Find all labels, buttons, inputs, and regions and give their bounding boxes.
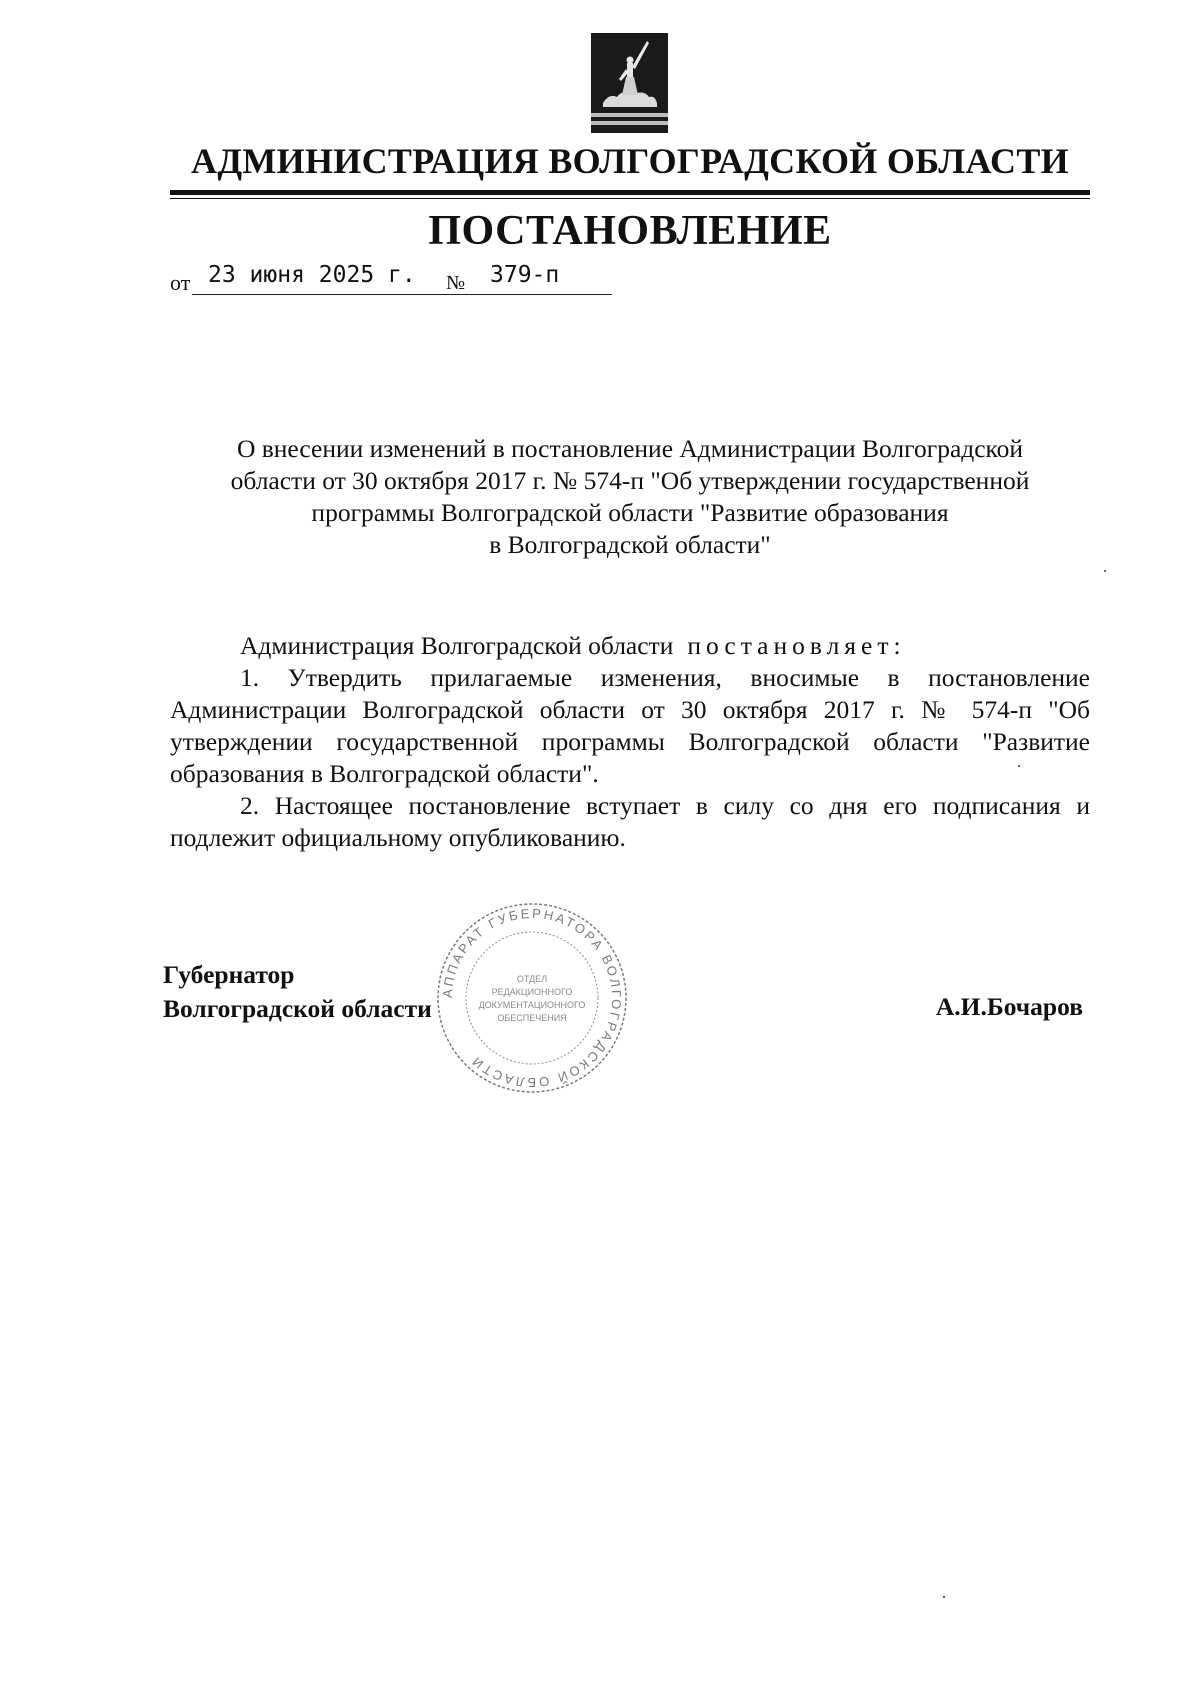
stamp-inner-line-3: ДОКУМЕНТАЦИОННОГО: [478, 1000, 586, 1010]
date-prefix: от: [170, 270, 191, 295]
number-sign: №: [446, 272, 466, 294]
date-value: 23 июня 2025 г.: [208, 262, 416, 288]
body-paragraph-2: 2. Настоящее постановление вступает в силу со дня его подписания и подлежит официальному опубликованию.: [170, 791, 1090, 852]
resolves-line: [170, 630, 1090, 662]
stamp-inner-line-2: РЕДАКЦИОННОГО: [491, 987, 573, 997]
subject-line: О внесении изменений в постановление Администрации Волгоградской: [236, 434, 1024, 463]
subject-line: в Волгоградской области": [489, 530, 771, 559]
document-type-title: ПОСТАНОВЛЕНИЕ: [428, 208, 832, 254]
stamp-outer-text: АППАРАТ ГУБЕРНАТОРА ВОЛГОГРАДСКОЙ ОБЛАСТИ: [439, 905, 625, 1091]
official-stamp: [432, 898, 632, 1098]
resolves-word: постановляет:: [687, 631, 906, 660]
resolves-intro: Администрация Волгоградской области: [240, 631, 674, 660]
number-field: [478, 262, 612, 295]
subject-line: программы Волгоградской области "Развитие образования: [311, 498, 949, 527]
signatory-position-line-2: Волгоградской области: [163, 994, 432, 1023]
number-value: 379-п: [490, 262, 560, 288]
signatory-name: А.И.Бочаров: [935, 992, 1083, 1021]
volgograd-coat-of-arms-icon: [591, 33, 668, 133]
header-rule-thick: [170, 190, 1090, 195]
svg-text:АППАРАТ ГУБЕРНАТОРА ВОЛГОГРАДС: [440, 906, 624, 1090]
scan-speck: [1018, 765, 1020, 767]
scan-speck: [943, 1596, 945, 1598]
document-subject: [170, 433, 1090, 561]
header-rule-thin: [170, 198, 1090, 199]
signatory-position: [163, 958, 432, 1026]
stamp-inner-line-1: ОТДЕЛ: [516, 974, 548, 984]
body-paragraph-1: 1. Утвердить прилагаемые изменения, вносимые в постановление Администрации Волгоградской области от 30 октября 2017 г. № 574-п "Об утверждении государственной программы Волгоградской области "Развитие образования в Волгоградской области".: [170, 663, 1090, 788]
signatory-position-line-1: Губернатор: [163, 960, 295, 989]
date-number-line: [170, 262, 640, 296]
stamp-inner-line-4: ОБЕСПЕЧЕНИЯ: [497, 1013, 567, 1023]
organization-title: АДМИНИСТРАЦИЯ ВОЛГОГРАДСКОЙ ОБЛАСТИ: [191, 141, 1069, 181]
scan-speck: [1104, 570, 1106, 572]
document-body: [170, 630, 1090, 854]
subject-line: области от 30 октября 2017 г. № 574-п "Об утверждении государственной: [230, 466, 1030, 495]
